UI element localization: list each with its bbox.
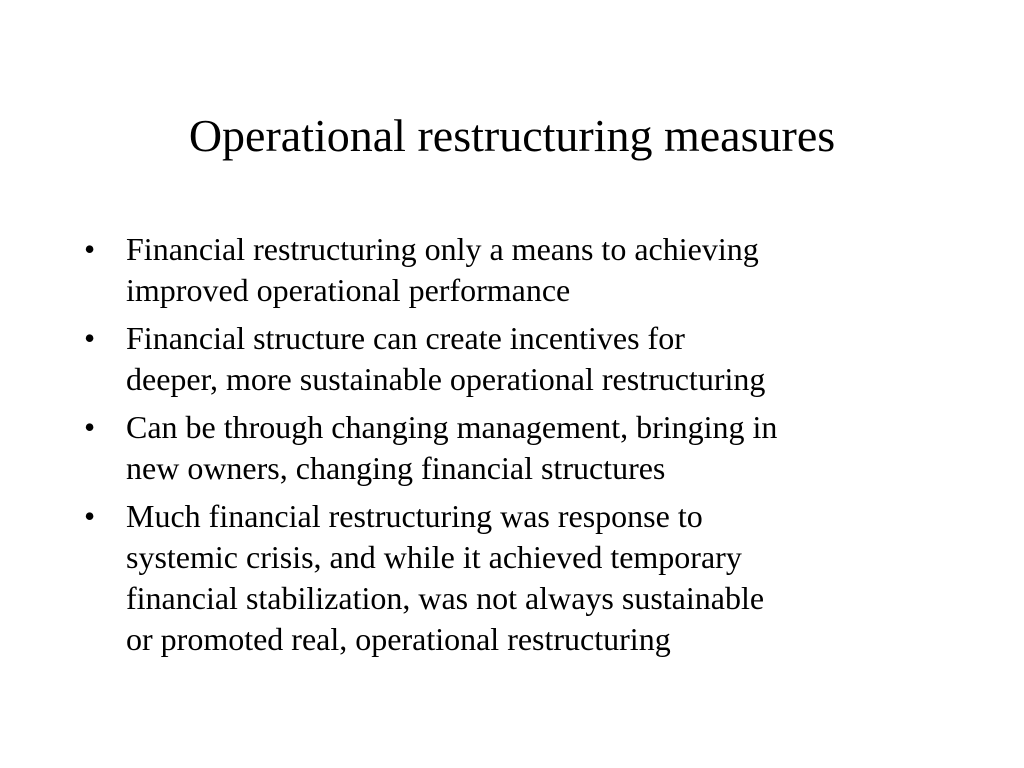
bullet-line: financial stabilization, was not always sustainable [126,580,765,616]
bullet-glyph: • [84,320,96,356]
bullet-line: Can be through changing management, bringing in [126,409,778,445]
bullet-line: Much financial restructuring was response to [126,498,703,534]
slide-title: Operational restructuring measures [188,110,836,161]
bullet-line: new owners, changing financial structures [126,450,666,486]
bullet-item [84,229,964,311]
bullet-line: deeper, more sustainable operational restructuring [126,361,766,397]
bullet-glyph: • [84,498,96,534]
bullet-glyph: • [84,409,96,445]
bullet-list [84,229,964,667]
bullet-line: or promoted real, operational restructuring [126,621,671,657]
bullet-glyph: • [84,231,96,267]
bullet-line: Financial structure can create incentives for [126,320,685,356]
bullet-item [84,318,964,400]
bullet-item [84,496,964,660]
bullet-line: improved operational performance [126,272,571,308]
bullet-line: systemic crisis, and while it achieved temporary [126,539,742,575]
bullet-item [84,407,964,489]
bullet-line: Financial restructuring only a means to achieving [126,231,759,267]
